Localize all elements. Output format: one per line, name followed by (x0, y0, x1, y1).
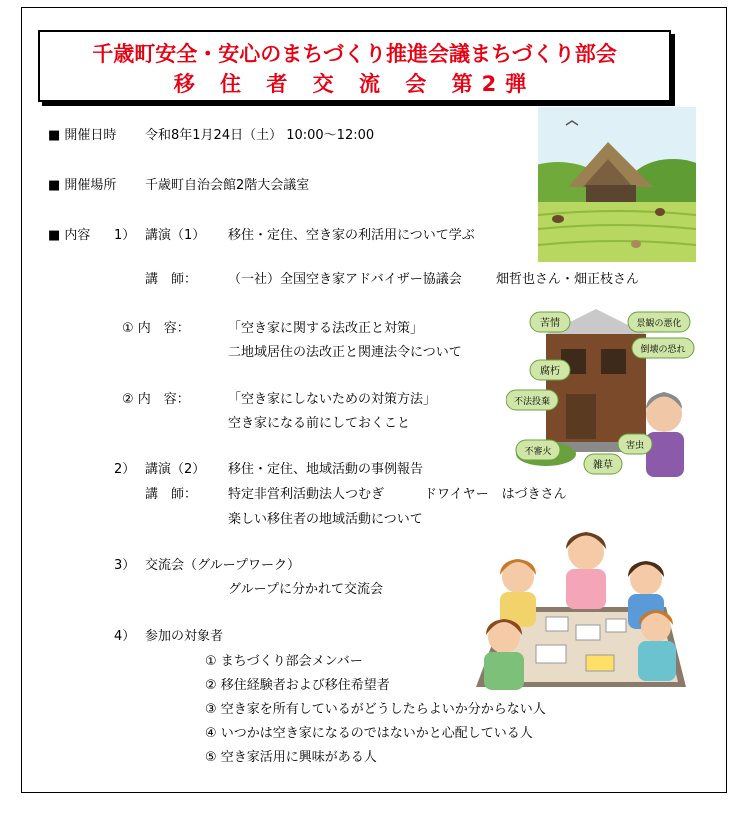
section2-speaker-names: ドワイヤー はづきさん (424, 487, 567, 502)
section1-item2-line1: 「空き家にしないための対策方法」 (228, 392, 437, 407)
section4-item-3: ③ 空き家を所有しているがどうしたらよいか分からない人 (205, 702, 546, 717)
group-work-illustration (466, 517, 691, 695)
section4-title: 参加の対象者 (145, 629, 224, 644)
section2-title: 講演（2） (145, 462, 206, 477)
label-dumping: 不法投棄 (513, 397, 551, 407)
section3-title: 交流会（グループワーク） (145, 558, 300, 573)
section1-speaker-org: （一社）全国空き家アドバイザー協議会 (228, 272, 462, 287)
section2-topic: 移住・定住、地域活動の事例報告 (228, 462, 424, 477)
section2-number: 2） (114, 462, 136, 477)
vacant-house-problems-illustration (506, 304, 696, 482)
section1-item2-label: ② 内 容： (122, 392, 190, 407)
section1-item1-line1: 「空き家に関する法改正と対策」 (228, 321, 424, 336)
section4-item-1: ① まちづくり部会メンバー (205, 654, 363, 669)
label-complaint: 苦情 (540, 318, 560, 329)
section1-speaker-label: 講 師： (145, 272, 198, 287)
page-subtitle: 移 住 者 交 流 会 第2弾 (173, 72, 536, 96)
section4-item-2: ② 移住経験者および移住希望者 (205, 678, 390, 693)
date-label: ■ 開催日時 (48, 128, 117, 143)
section1-number: 1） (114, 228, 136, 243)
section2-speaker-org: 特定非営利活動法人つむぎ (228, 487, 385, 502)
title-box (38, 30, 671, 102)
section2-speaker-label: 講 師： (145, 487, 198, 502)
section1-speaker-names: 畑哲也さん・畑正枝さん (496, 272, 640, 287)
section3-number: 3） (114, 558, 136, 573)
page-title: 千歳町安全・安心のまちづくり推進会議まちづくり部会 (92, 42, 617, 66)
section1-title: 講演（1） (145, 228, 206, 243)
label-scenery: 景観の悪化 (636, 319, 682, 329)
section4-item-4: ④ いつかは空き家になるのではないかと心配している人 (205, 726, 533, 741)
section1-item2-line2: 空き家になる前にしておくこと (228, 416, 411, 431)
countryside-house-illustration (538, 107, 696, 262)
label-collapse: 倒壊の恐れ (640, 345, 686, 355)
label-pests: 害虫 (625, 441, 645, 451)
place-value: 千歳町自治会館2階大会議室 (145, 178, 310, 193)
label-fire: 不審火 (524, 447, 552, 457)
section3-detail: グループに分かれて交流会 (228, 582, 383, 597)
section4-item-5: ⑤ 空き家活用に興味がある人 (205, 750, 377, 765)
label-decay: 腐朽 (540, 366, 560, 377)
label-weeds: 雑草 (593, 460, 613, 471)
section1-item1-line2: 二地域居住の法改正と関連法令について (228, 345, 462, 360)
content-label: ■ 内容 (48, 228, 91, 243)
section2-detail: 楽しい移住者の地域活動について (228, 512, 423, 527)
section1-topic: 移住・定住、空き家の利活用について学ぶ (228, 228, 475, 243)
date-value: 令和8年1月24日（土） 10:00～12:00 (145, 128, 375, 143)
section4-number: 4） (114, 629, 136, 644)
place-label: ■ 開催場所 (48, 178, 117, 193)
section1-item1-label: ① 内 容： (122, 321, 190, 336)
